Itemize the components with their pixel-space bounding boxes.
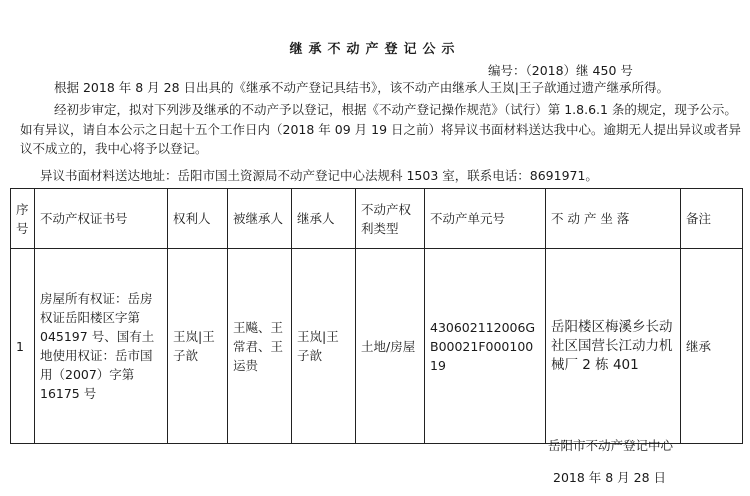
issuing-organization: 岳阳市不动产登记中心 — [548, 438, 674, 453]
header-right-type: 不动产权利类型 — [356, 189, 425, 249]
cell-deceased: 王飚、王常君、王运贵 — [228, 249, 292, 444]
cell-unit-no: 430602112006GB00021F00010019 — [425, 249, 546, 444]
paragraph-basis: 根据 2018 年 8 月 28 日出具的《继承不动产登记具结书》，该不动产由继承人王岚|王子歆通过遗产继承所得。 — [54, 80, 669, 95]
cell-right-type: 土地/房屋 — [356, 249, 425, 444]
cell-remark: 继承 — [681, 249, 743, 444]
header-unit-no: 不动产单元号 — [425, 189, 546, 249]
notice-title: 继承不动产登记公示 — [289, 42, 461, 57]
header-deceased: 被继承人 — [228, 189, 292, 249]
property-table — [10, 188, 743, 444]
cell-heir: 王岚|王子歆 — [292, 249, 356, 444]
issue-date: 2018 年 8 月 28 日 — [553, 470, 667, 485]
document-number: 编号：（2018）继 450 号 — [488, 63, 633, 78]
header-remark: 备注 — [681, 189, 743, 249]
header-cert: 不动产权证书号 — [35, 189, 168, 249]
cell-owner: 王岚|王子歆 — [168, 249, 228, 444]
table-row — [11, 249, 743, 444]
header-owner: 权利人 — [168, 189, 228, 249]
cell-location: 岳阳楼区梅溪乡长动社区国营长江动力机械厂 2 栋 401 — [546, 249, 681, 444]
header-location: 不 动 产 坐 落 — [546, 189, 681, 249]
paragraph-objection-address: 异议书面材料送达地址：岳阳市国土资源局不动产登记中心法规科 1503 室，联系电话：8691971。 — [40, 168, 598, 183]
cell-cert: 房屋所有权证：岳房权证岳阳楼区字第 045197 号、国有土地使用权证：岳市国用（2007）字第 16175 号 — [35, 249, 168, 444]
table-header-row — [11, 189, 743, 249]
cell-no: 1 — [11, 249, 35, 444]
header-heir: 继承人 — [292, 189, 356, 249]
paragraph-review: 经初步审定，拟对下列涉及继承的不动产予以登记，根据《不动产登记操作规范》（试行）第 1.8.6.1 条的规定，现予公示。如有异议，请自本公示之日起十五个工作日内（2018 年 09 月 19 日之前）将异议书面材料送达我中心。逾期无人提出异议或者异议不成立的，我中心将予以登记。 — [20, 102, 741, 156]
header-no: 序号 — [11, 189, 35, 249]
